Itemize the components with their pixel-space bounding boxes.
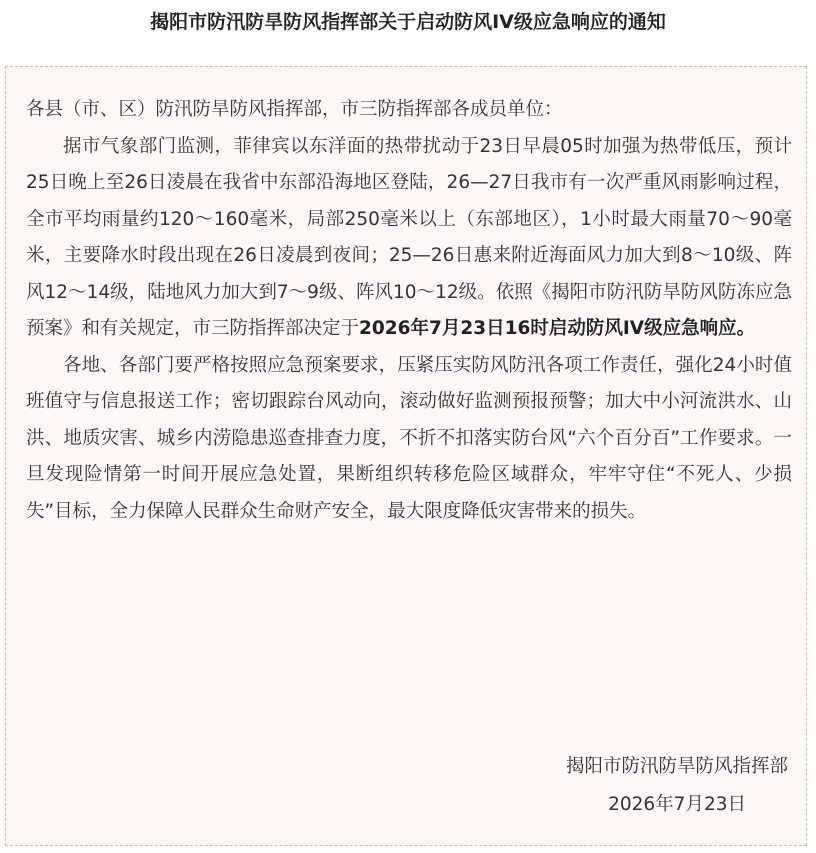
notice-body [26,92,792,530]
notice-title: 揭阳市防汛防旱防风指挥部关于启动防风IV级应急响应的通知 [150,11,666,33]
paragraph-situation-text: 据市气象部门监测，菲律宾以东洋面的热带扰动于23日早晨05时加强为热带低压，预计25日晚上至26日凌晨在我省中东部沿海地区登陆，26—27日我市有一次严重风雨影响过程，全市平均雨量约120～160毫米，局部250毫米以上（东部地区），1小时最大雨量70～90毫米，主要降水时段出现在26日凌晨到夜间；25—26日惠来附近海面风力加大到8～10级、阵风12～14级，陆地风力加大到7～9级、阵风10～12级。依照《揭阳市防汛防旱防风防冻应急预案》和有关规定，市三防指挥部决定于 [26,135,792,339]
paragraph-situation [26,129,792,348]
signature-organization: 揭阳市防汛防旱防风指挥部 [565,756,788,777]
response-announcement: 2026年7月23日16时启动防风IV级应急响应。 [359,318,756,339]
salutation: 各县（市、区）防汛防旱防风指挥部，市三防指挥部各成员单位： [26,99,563,120]
signature-date: 2026年7月23日 [608,794,746,815]
paragraph-requirements: 各地、各部门要严格按照应急预案要求，压紧压实防风防汛各项工作责任，强化24小时值班值守与信息报送工作；密切跟踪台风动向，滚动做好监测预报预警；加大中小河流洪水、山洪、地质灾害、城乡内涝隐患巡查排查力度，不折不扣落实防台风“六个百分百”工作要求。一旦发现险情第一时间开展应急处置，果断组织转移危险区域群众，牢牢守住“不死人、少损失”目标，全力保障人民群众生命财产安全，最大限度降低灾害带来的损失。 [26,354,792,522]
